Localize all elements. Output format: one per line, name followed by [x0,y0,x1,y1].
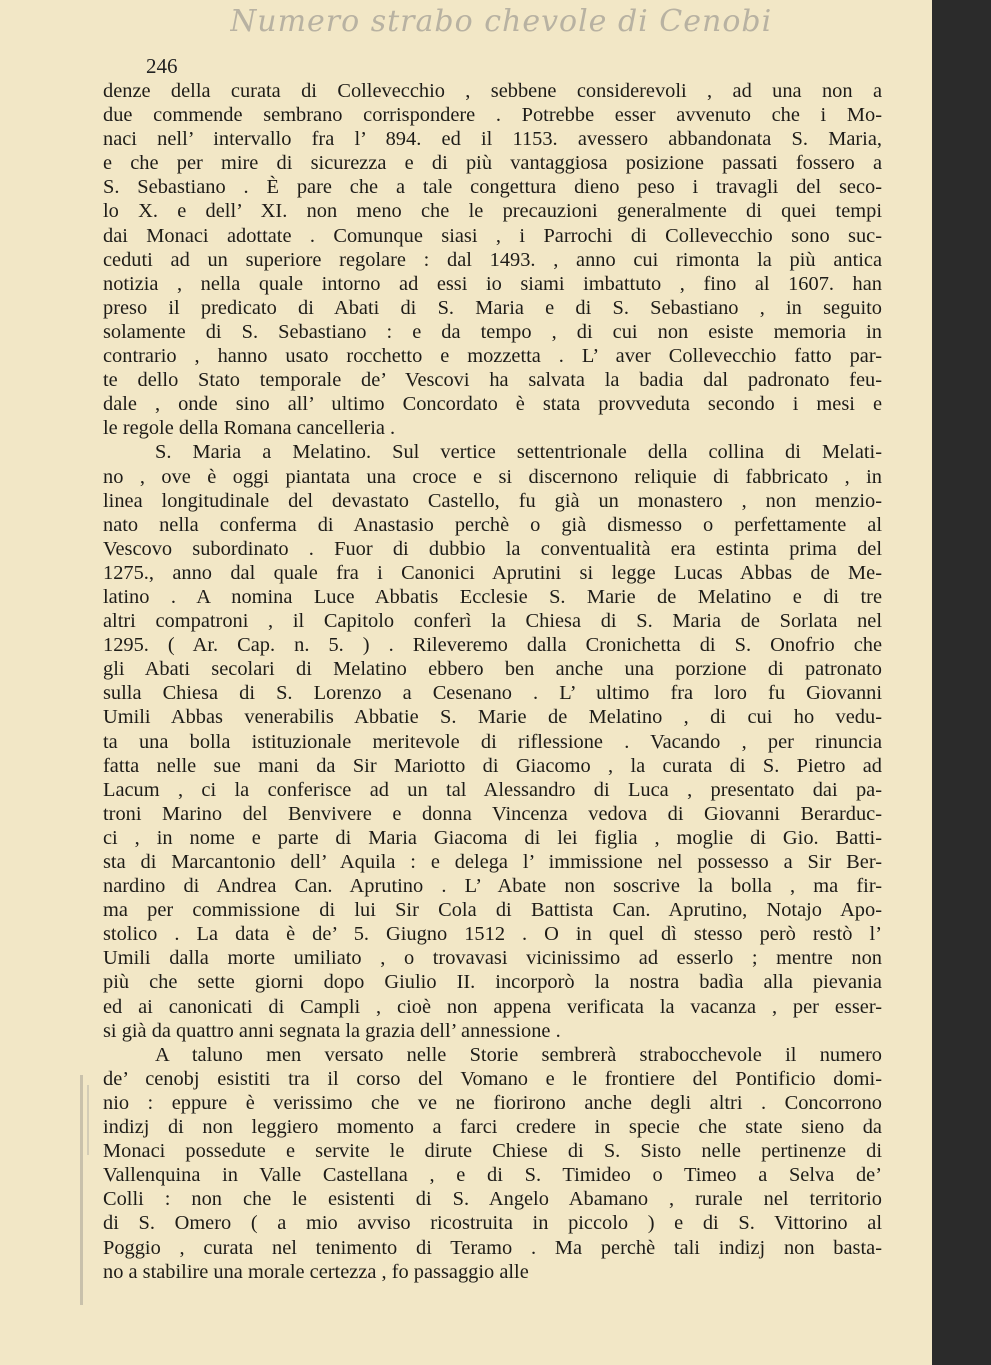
text-line: più che sette giorni dopo Giulio II. incorporò la nostra badìa alla pievania [103,971,882,994]
text-line: denze della curata di Collevecchio , sebbene considerevoli , ad una non a [103,80,882,102]
text-line: preso il predicato di Abati di S. Maria e di S. Sebastiano , in seguito [103,296,882,319]
text-line: altri compatroni , il Capitolo conferì la Chiesa di S. Maria de Sorlata nel [103,610,882,633]
text-line: stolico . La data è de’ 5. Giugno 1512 . O in quel dì stesso però restò l’ [103,923,882,946]
text-line: contrario , hanno usato rocchetto e mozzetta . L’ aver Collevecchio fatto par- [103,345,882,368]
text-line: notizia , nella quale intorno ad essi io siami imbattuto , fino al 1607. han [103,272,882,295]
body-text [103,79,882,1284]
text-line: di S. Omero ( a mio avviso ricostruita in piccolo ) e di S. Vittorino al [103,1212,882,1235]
text-line: indizj di non leggiero momento a farci credere in specie che state sieno da [103,1116,882,1139]
text-line: Umili dalla morte umiliato , o trovavasi vicinissimo ad esserlo ; mentre non [103,947,882,970]
page-number: 246 [146,54,178,78]
text-line: ta una bolla istituzionale meritevole di riflessione . Vacando , per rinuncia [103,730,882,753]
text-line: solamente di S. Sebastiano : e da tempo , di cui non esiste memoria in [103,320,882,343]
text-line: e che per mire di sicurezza e di più vantaggiosa posizione passati fossero a [103,152,882,175]
text-line: nardino di Andrea Can. Aprutino . L’ Abate non soscrive la bolla , ma fir- [103,875,882,898]
text-line: nio : eppure è verissimo che ve ne fiorirono anche degli altri . Concorrono [103,1091,882,1114]
text-line: ci , in nome e parte di Maria Giacoma di lei figlia , moglie di Gio. Batti- [103,826,882,849]
text-line: Umili Abbas venerabilis Abbatie S. Marie de Melatino , di cui ho vedu- [103,706,882,729]
scan-edge [932,0,991,1365]
text-line: naci nell’ intervallo fra l’ 894. ed il 1153. avessero abbandonata S. Maria, [103,128,882,151]
text-line: due commende sembrano corrispondere . Potrebbe esser avvenuto che i Mo- [103,104,882,127]
text-line: no , ove è oggi piantata una croce e si discernono reliquie di fabbricato , in [103,465,882,488]
text-line: ma per commissione di lui Sir Cola di Battista Can. Aprutino, Notajo Apo- [103,899,882,922]
text-line: dale , onde sino all’ ultimo Concordato è stata provveduta secondo i mesi e [103,393,882,416]
text-line: sulla Chiesa di S. Lorenzo a Cesenano . L’ ultimo fra loro fu Giovanni [103,682,882,705]
text-line: 1275., anno dal quale fra i Canonici Aprutini si legge Lucas Abbas de Me- [103,561,882,584]
text-line: te dello Stato temporale de’ Vescovi ha salvata la badia dal padronato feu- [103,369,882,392]
text-line: A taluno men versato nelle Storie sembrerà strabocchevole il numero [155,1043,882,1066]
text-line: Lacum , ci la conferisce ad un tal Alessandro di Luca , presentato dai pa- [103,778,882,801]
text-line: troni Marino del Benvivere e donna Vincenza vedova di Giovanni Berarduc- [103,802,882,825]
text-line: dai Monaci adottate . Comunque siasi , i Parrochi di Collevecchio sono suc- [103,224,882,247]
text-line: lo X. e dell’ XI. non meno che le precauzioni generalmente di quei tempi [103,200,882,223]
text-line: ed ai canonicati di Campli , cioè non appena verificata la vacanza , per esser- [103,995,882,1018]
text-line: sta di Marcantonio dell’ Aquila : e delega l’ immissione nel possesso a Sir Ber- [103,851,882,873]
text-line: le regole della Romana cancelleria . [103,417,396,440]
text-line: ceduti ad un superiore regolare : dal 1493. , anno cui rimonta la più antica [103,248,882,271]
text-line: linea longitudinale del devastato Castello, fu già un monastero , non menzio- [103,489,882,512]
text-line: de’ cenobj esistiti tra il corso del Vomano e le frontiere del Pontificio domi- [103,1067,882,1090]
text-line: si già da quattro anni segnata la grazia dell’ annessione . [103,1019,561,1042]
text-line: fatta nelle sue mani da Sir Mariotto di Giacomo , la curata di S. Pietro ad [103,754,882,777]
text-line: 1295. ( Ar. Cap. n. 5. ) . Rileveremo dalla Cronichetta di S. Onofrio che [103,634,882,657]
margin-mark [80,1075,83,1305]
text-line: S. Sebastiano . È pare che a tale congettura dieno peso i travagli del seco- [103,176,882,199]
text-line: latino . A nomina Luce Abbatis Ecclesie S. Marie de Melatino e di tre [103,585,882,608]
text-line: S. Maria a Melatino. Sul vertice settentrionale della collina di Melati- [155,441,882,464]
text-line: Vescovo subordinato . Fuor di dubbio la conventualità era estinta prima del [103,537,882,560]
text-line: Monaci possedute e servite le dirute Chiese di S. Sisto nelle pertinenze di [103,1140,882,1163]
text-line: gli Abati secolari di Melatino ebbero ben anche una porzione di patronato [103,658,882,681]
handwritten-note: Numero strabo chevole di Cenobi [230,4,773,39]
text-line: Vallenquina in Valle Castellana , e di S. Timideo o Timeo a Selva de’ [103,1164,882,1187]
margin-mark-secondary [87,1085,89,1155]
text-line: no a stabilire una morale certezza , fo passaggio alle [103,1260,529,1283]
text-line: Colli : non che le esistenti di S. Angelo Abamano , rurale nel territorio [103,1188,882,1211]
text-line: nato nella conferma di Anastasio perchè o già dismesso o perfettamente al [103,513,882,536]
text-line: Poggio , curata nel tenimento di Teramo . Ma perchè tali indizj non basta- [103,1236,882,1259]
